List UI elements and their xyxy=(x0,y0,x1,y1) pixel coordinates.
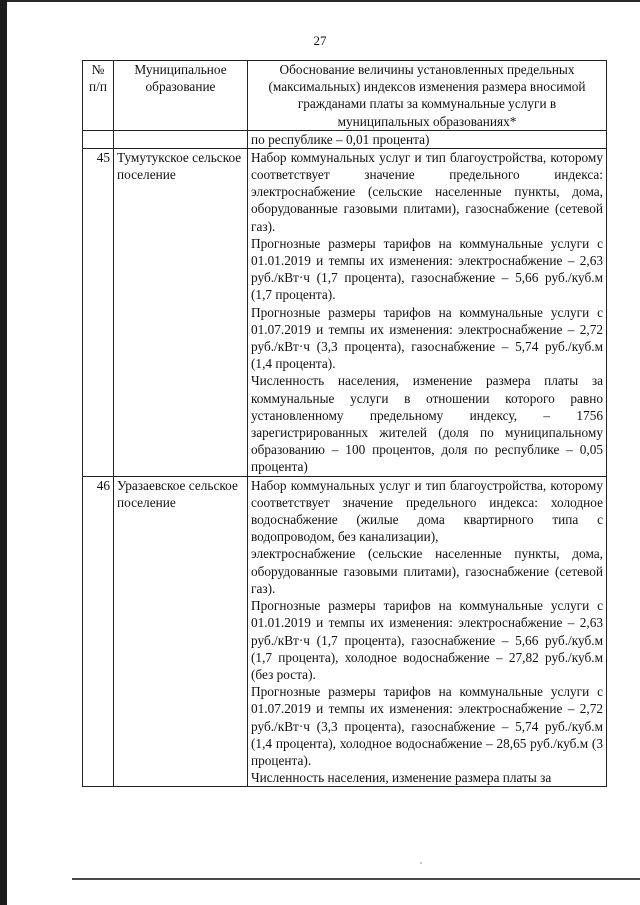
table-row xyxy=(83,476,607,787)
justification-paragraph: Численность населения, изменение размера платы за коммунальные услуги в отношении которого равно установленному предельному индексу, – 1756 зарегистрированных жителей (доля по муниципальному образованию – 100 процентов, доля по республике – 0,05 процента) xyxy=(251,373,603,475)
header-municipality: Муниципальное образование xyxy=(114,61,248,131)
table-header-row xyxy=(83,61,607,131)
continuation-text: по республике – 0,01 процента) xyxy=(248,130,607,148)
justification-paragraph: Прогнозные размеры тарифов на коммунальные услуги с 01.07.2019 и темпы их изменения: электроснабжение – 2,72 руб./кВт·ч (3,3 процента), газоснабжение – 5,74 руб./куб.м (1,4 процента). xyxy=(251,304,603,372)
scan-speck xyxy=(420,862,422,864)
municipality-name: Тумутукское сельское поселение xyxy=(114,148,248,476)
justification-cell xyxy=(248,148,607,476)
header-justification: Обоснование величины установленных предельных (максимальных) индексов изменения размера вносимой гражданами платы за коммунальные услуги в муниципальных образованиях* xyxy=(248,61,607,131)
justification-paragraph: Набор коммунальных услуг и тип благоустройства, которому соответствует значение предельного индекса: холодное водоснабжение (жилые дома квартирного типа с водопроводом, без канализации), xyxy=(251,477,603,545)
justification-paragraph: Численность населения, изменение размера платы за xyxy=(251,770,552,786)
scan-edge-left xyxy=(0,0,7,905)
justification-paragraph: электроснабжение (сельские населенные пункты, дома, оборудованные газовыми плитами), газоснабжение (сетевой газ). xyxy=(251,546,603,596)
justification-cell xyxy=(248,476,607,787)
tariff-justification-table xyxy=(82,60,607,787)
row-number: 46 xyxy=(83,476,114,787)
justification-paragraph: Прогнозные размеры тарифов на коммунальные услуги с 01.01.2019 и темпы их изменения: электроснабжение – 2,63 руб./кВт·ч (1,7 процента), газоснабжение – 5,66 руб./куб.м (1,7 процента), холодное водоснабжение – 27,82 руб./куб.м (без роста). xyxy=(251,598,603,682)
table-row xyxy=(83,148,607,476)
municipality-name: Уразаевское сельское поселение xyxy=(114,476,248,787)
page-number: 27 xyxy=(313,33,327,48)
justification-paragraph: Прогнозные размеры тарифов на коммунальные услуги с 01.01.2019 и темпы их изменения: электроснабжение – 2,63 руб./кВт·ч (1,7 процента), газоснабжение – 5,66 руб./куб.м (1,7 процента). xyxy=(251,235,603,303)
header-number: № п/п xyxy=(83,61,114,131)
continuation-row xyxy=(83,130,607,148)
scan-edge-top xyxy=(7,0,640,2)
scan-edge-bottom xyxy=(72,878,640,880)
justification-paragraph: Набор коммунальных услуг и тип благоустройства, которому соответствует значение предельного индекса: электроснабжение (сельские населенные пункты, дома, оборудованные газовыми плитами), газоснабжение (сетевой газ). xyxy=(251,149,603,234)
row-number: 45 xyxy=(83,148,114,476)
continuation-name-cell xyxy=(114,130,248,148)
continuation-num-cell xyxy=(83,130,114,148)
justification-paragraph: Прогнозные размеры тарифов на коммунальные услуги с 01.07.2019 и темпы их изменения: электроснабжение – 2,72 руб./кВт·ч (3,3 процента), газоснабжение – 5,74 руб./куб.м (1,4 процента), холодное водоснабжение – 28,65 руб./куб.м (3 процента). xyxy=(251,684,603,768)
